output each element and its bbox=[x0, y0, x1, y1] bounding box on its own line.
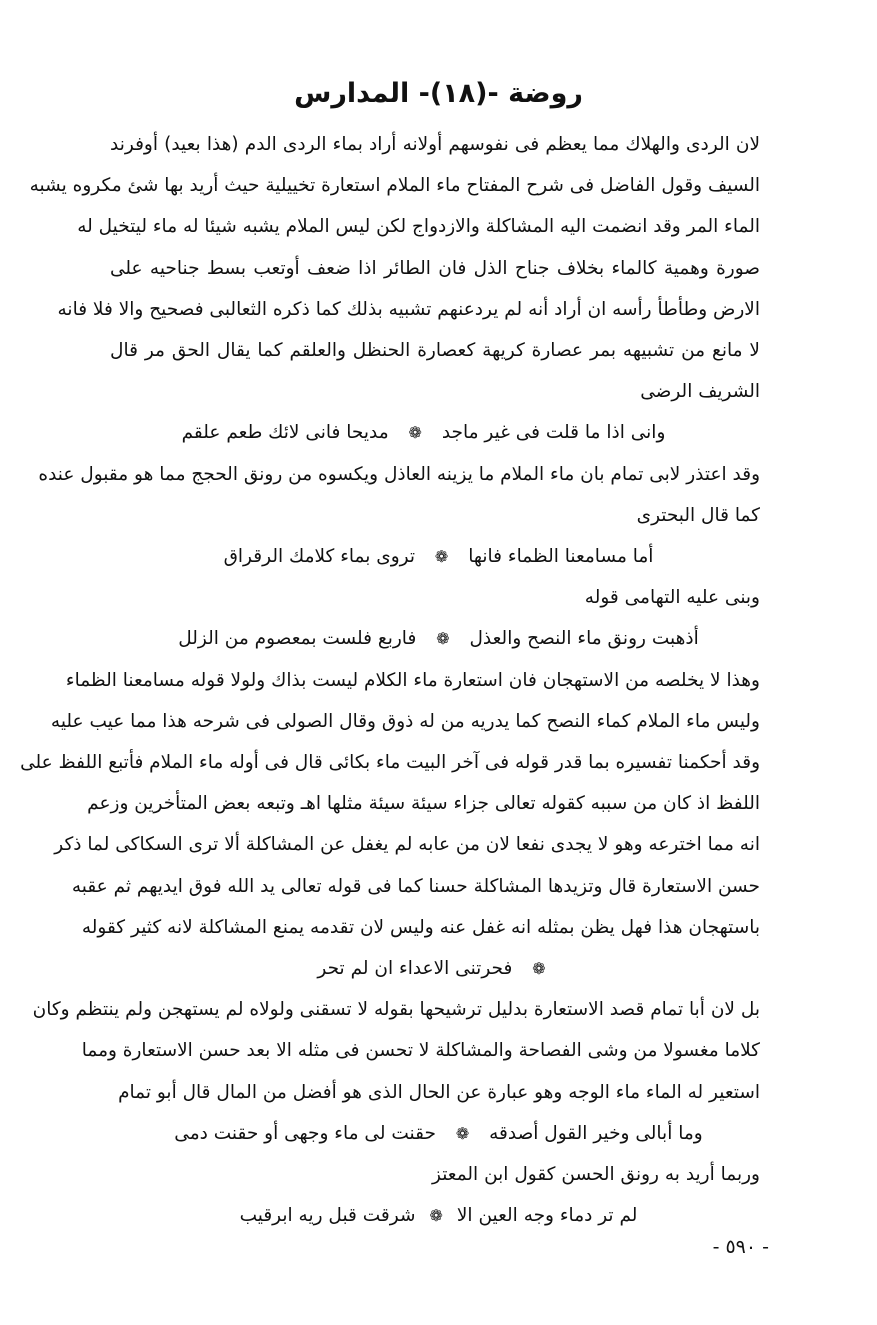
text-line: الشريف الرضى bbox=[640, 381, 760, 402]
text-line: استعير له الماء ماء الوجه وهو عبارة عن الحال الذى هو أفضل من المال قال أبو تمام bbox=[118, 1082, 760, 1103]
text-line: باستهجان هذا فهل يظن بمثله انه غفل عنه وليس لان تقدمه يمنع المشاكلة لانه كثير كقوله bbox=[81, 917, 760, 938]
verse-hemistich-right: وما أبالى وخير القول أصدقه bbox=[489, 1123, 703, 1144]
verse-hemistich-left: شرقت قبل ريه ابرقيب bbox=[239, 1205, 416, 1226]
page-header: روضة -(١٨)- المدارس bbox=[294, 78, 583, 109]
text-line: وقد أحكمنا تفسيره بما قدر قوله فى آخر البيت ماء بكائى قال فى أوله ماء الملام فأتبع اللفظ على bbox=[20, 752, 760, 773]
verse-hemistich-right: وانى اذا ما قلت فى غير ماجد bbox=[441, 422, 666, 443]
verse-line bbox=[0, 1120, 877, 1148]
text-line: كما قال البحترى bbox=[636, 505, 760, 526]
text-line: كلاما مغسولا من وشى الفصاحة والمشاكلة لا تحسن فى مثله الا بعد حسن الاستعارة ومما bbox=[81, 1040, 760, 1061]
text-line: وليس ماء الملام كماء النصح كما يدريه من له ذوق وقال الصولى فى شرحه هذا مما عيب عليه bbox=[50, 711, 760, 732]
ornament-icon: ❁ bbox=[429, 1206, 443, 1225]
ornament-icon: ❁ bbox=[436, 629, 450, 648]
verse-line bbox=[0, 543, 877, 571]
page-number: - ٥٩٠ - bbox=[712, 1236, 769, 1258]
text-line: بل لان أبا تمام قصد الاستعارة بدليل ترشيحها بقوله لا تسقنى ولولاه لم يستهجن ولم ينتظم وكان bbox=[32, 999, 760, 1020]
ornament-icon: ❁ bbox=[532, 959, 546, 978]
verse-line bbox=[0, 955, 877, 983]
text-line: الماء المر وقد انضمت اليه المشاكلة والازدواج لكن ليس الملام يشبه شيئا له ماء ليتخيل له bbox=[77, 216, 760, 237]
text-line: وربما أريد به رونق الحسن كقول ابن المعتز bbox=[432, 1164, 760, 1185]
text-line: حسن الاستعارة قال وتزيدها المشاكلة حسنا كما فى قوله تعالى يد الله فوق ايديهم ثم عقبه bbox=[71, 876, 760, 897]
verse-line bbox=[0, 1202, 877, 1230]
verse-hemistich-left: حقنت لى ماء وجهى أو حقنت دمى bbox=[174, 1123, 436, 1144]
verse-line bbox=[0, 419, 877, 447]
text-line: لا مانع من تشبيهه بمر عصارة كريهة كعصارة الحنظل والعلقم كما يقال الحق مر قال bbox=[110, 340, 760, 361]
verse-hemistich-right: أما مسامعنا الظماء فانها bbox=[468, 546, 654, 567]
ornament-icon: ❁ bbox=[434, 547, 449, 566]
verse-hemistich-left: مديحا فانى لائك طعم علقم bbox=[181, 422, 389, 443]
verse-hemistich-left: تروى بماء كلامك الرقراق bbox=[223, 546, 416, 567]
text-line: لان الردى والهلاك مما يعظم فى نفوسهم أولانه أراد بماء الردى الدم (هذا بعيد) أوفرند bbox=[110, 134, 760, 155]
text-line: وقد اعتذر لابى تمام بان ماء الملام ما يزينه العاذل ويكسوه من رونق الحجج مما هو مقبول عنده bbox=[38, 464, 760, 485]
verse-hemistich-right: أذهبت رونق ماء النصح والعذل bbox=[469, 628, 699, 649]
text-line: وبنى عليه التهامى قوله bbox=[584, 587, 760, 608]
ornament-icon: ❁ bbox=[408, 423, 422, 442]
text-line: وهذا لا يخلصه من الاستهجان فان استعارة ماء الكلام ليست بذاك ولولا قوله مسامعنا الظماء bbox=[65, 670, 760, 691]
verse-hemistich-right: لم تر دماء وجه العين الا bbox=[456, 1205, 638, 1226]
verse-hemistich: فحرتنى الاعداء ان لم تحر bbox=[317, 958, 513, 979]
text-line: انه مما اخترعه وهو لا يجدى نفعا لان من عابه لم يغفل عن المشاكلة ألا ترى السكاكى لما ذكر bbox=[54, 834, 760, 855]
text-line: الارض وطأطأ رأسه ان أراد أنه لم يردعنهم تشبيه بذلك كما ذكره الثعالبى فصحيح والا فلا فانه bbox=[57, 299, 760, 320]
text-line: اللفظ اذ كان من سببه كقوله تعالى جزاء سيئة سيئة مثلها اهـ وتبعه بعض المتأخرين وزعم bbox=[87, 793, 760, 814]
verse-hemistich-left: فاربع فلست بمعصوم من الزلل bbox=[178, 628, 417, 649]
ornament-icon: ❁ bbox=[455, 1124, 470, 1143]
text-line: السيف وقول الفاضل فى شرح المفتاح ماء الملام استعارة تخييلية حيث أريد بها شئ مكروه يشبه bbox=[29, 175, 760, 196]
text-line: صورة وهمية كالماء بخلاف جناح الذل فان الطائر اذا ضعف أوتعب بسط جناحيه على bbox=[110, 258, 760, 279]
verse-line bbox=[0, 625, 877, 653]
